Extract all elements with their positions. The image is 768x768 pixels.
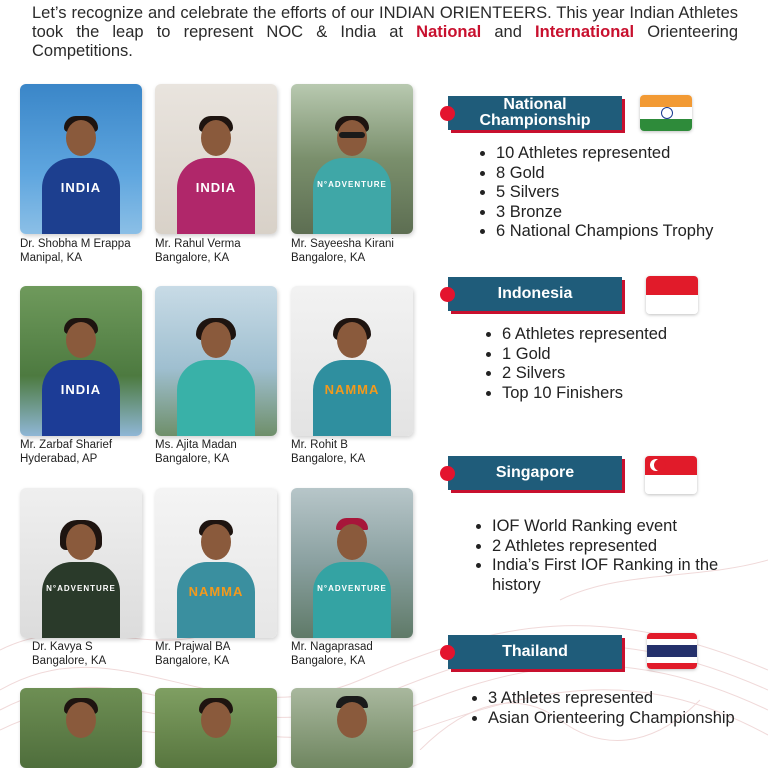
- list-item: • Asian Orienteering Championship: [488, 709, 738, 729]
- athlete-place: Bangalore, KA: [291, 252, 366, 264]
- list-item: • 10 Athletes represented: [496, 144, 713, 164]
- india-flag-icon: [640, 95, 692, 131]
- athlete-place: Manipal, KA: [20, 252, 83, 264]
- intro-text-end: Orienteering Competitions.: [32, 23, 738, 60]
- athlete-place: Bangalore, KA: [155, 453, 230, 465]
- event-title: Singapore: [495, 464, 575, 481]
- list-item: • 3 Athletes represented: [488, 689, 738, 709]
- event-list-thailand: [468, 689, 738, 728]
- athlete-place: Bangalore, KA: [291, 655, 366, 667]
- jersey-text: N°ADVENTURE: [317, 180, 387, 189]
- athlete-place: Bangalore, KA: [155, 655, 230, 667]
- athlete-name: Mr. Nagaprasad: [291, 641, 373, 653]
- athlete-photo-1: [20, 84, 142, 234]
- list-item: • IOF World Ranking event: [492, 517, 762, 537]
- jersey-text: INDIA: [60, 382, 102, 397]
- event-title: Thailand: [502, 643, 568, 660]
- athlete-place: Bangalore, KA: [32, 655, 107, 667]
- list-item: • 2 Silvers: [502, 364, 667, 384]
- event-list-singapore: [472, 517, 762, 595]
- thailand-flag-icon: [647, 633, 697, 669]
- athlete-name: Dr. Shobha M Erappa: [20, 238, 131, 250]
- athlete-caption-6: [291, 438, 365, 466]
- jersey-text: NAMMA: [188, 584, 244, 599]
- athlete-place: Bangalore, KA: [291, 453, 366, 465]
- intro-text: Let’s recognize and celebrate the efforts of our INDIAN ORIENTEERS. This year Indian Athletes took the leap to represent NOC & India at: [32, 4, 738, 41]
- singapore-flag-icon: [645, 456, 697, 494]
- athlete-name: Mr. Sayeesha Kirani: [291, 238, 394, 250]
- athlete-photo-11: [155, 688, 277, 768]
- athlete-photo-6: [291, 286, 413, 436]
- athlete-caption-7: [32, 640, 106, 668]
- athlete-caption-2: [155, 237, 241, 265]
- athlete-name: Mr. Rahul Verma: [155, 238, 241, 250]
- athlete-caption-4: [20, 438, 112, 466]
- athlete-photo-4: [20, 286, 142, 436]
- event-title: National Championship: [479, 96, 591, 129]
- intro-paragraph: [32, 4, 738, 61]
- athlete-photo-8: [155, 488, 277, 638]
- athlete-photo-12: [291, 688, 413, 768]
- athlete-caption-1: [20, 237, 131, 265]
- athlete-photo-2: [155, 84, 277, 234]
- athlete-photo-7: [20, 488, 142, 638]
- athlete-photo-9: [291, 488, 413, 638]
- athlete-caption-8: [155, 640, 230, 668]
- list-item: • 6 National Champions Trophy: [496, 222, 713, 242]
- event-list-national: [476, 144, 713, 242]
- athlete-photo-10: [20, 688, 142, 768]
- athlete-caption-3: [291, 237, 394, 265]
- intro-and: and: [481, 23, 536, 41]
- athlete-name: Mr. Zarbaf Sharief: [20, 439, 113, 451]
- list-item: • 8 Gold: [496, 164, 713, 184]
- list-item: • 2 Athletes represented: [492, 537, 762, 557]
- athlete-name: Dr. Kavya S: [32, 641, 93, 653]
- list-item: • 1 Gold: [502, 345, 667, 365]
- athlete-name: Ms. Ajita Madan: [155, 439, 237, 451]
- event-title: Indonesia: [497, 285, 573, 302]
- jersey-text: INDIA: [60, 180, 102, 195]
- jersey-text: INDIA: [195, 180, 237, 195]
- jersey-text: N°ADVENTURE: [317, 584, 387, 593]
- athlete-name: Mr. Rohit B: [291, 439, 348, 451]
- list-item: • India’s First IOF Ranking in the history: [492, 556, 762, 595]
- jersey-text: N°ADVENTURE: [46, 584, 116, 593]
- athlete-photo-5: [155, 286, 277, 436]
- athlete-name: Mr. Prajwal BA: [155, 641, 231, 653]
- event-list-indonesia: [482, 325, 667, 403]
- list-item: • 3 Bronze: [496, 203, 713, 223]
- indonesia-flag-icon: [646, 276, 698, 314]
- athlete-caption-5: [155, 438, 237, 466]
- list-item: • 5 Silvers: [496, 183, 713, 203]
- list-item: • Top 10 Finishers: [502, 384, 667, 404]
- athlete-caption-9: [291, 640, 373, 668]
- intro-national-highlight: National: [416, 23, 482, 41]
- athlete-place: Hyderabad, AP: [20, 453, 98, 465]
- intro-international-highlight: International: [535, 23, 635, 41]
- jersey-text: NAMMA: [324, 382, 380, 397]
- athlete-photo-3: [291, 84, 413, 234]
- athlete-place: Bangalore, KA: [155, 252, 230, 264]
- list-item: • 6 Athletes represented: [502, 325, 667, 345]
